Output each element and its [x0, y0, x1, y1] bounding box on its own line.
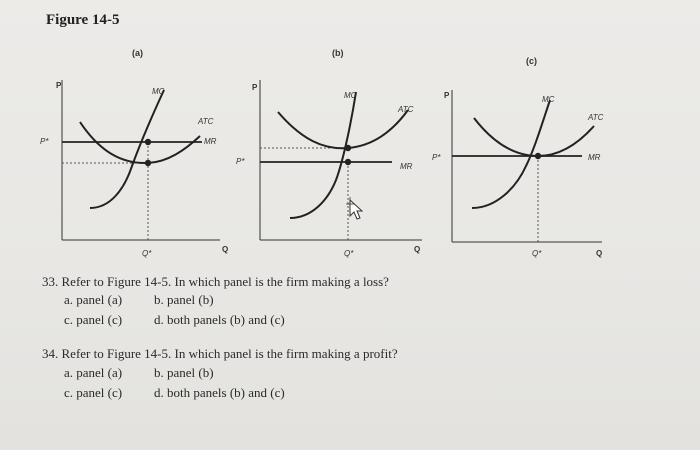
panel-a-mc-mr-point: [145, 139, 151, 145]
panel-a-mc-label: MC: [152, 87, 165, 96]
panel-b-mr-label: MR: [400, 162, 413, 171]
panel-b-mc-label: MC: [344, 91, 357, 100]
panel-a-atc-label: ATC: [198, 117, 214, 126]
panel-c-atc-curve: [474, 118, 594, 156]
panel-b-y-axis-label: P: [252, 83, 258, 92]
panel-b-atc-point: [345, 145, 351, 151]
mouse-cursor-icon: [344, 196, 366, 224]
question-34-option-b: b. panel (b): [154, 365, 214, 380]
panel-b-price-label: P*: [236, 157, 245, 166]
panel-a-price-label: P*: [40, 137, 49, 146]
question-34-option-c: c. panel (c): [64, 385, 123, 400]
panel-c-x-axis-label: Q: [596, 249, 603, 258]
panel-c-atc-label: ATC: [588, 113, 604, 122]
panel-c-quantity-label: Q*: [532, 249, 542, 258]
question-33-option-b: b. panel (b): [154, 292, 214, 307]
question-34-option-a: a. panel (a): [64, 365, 123, 380]
panel-b-title: (b): [332, 48, 344, 58]
panel-b-atc-label: ATC: [398, 105, 414, 114]
question-34-text: 34. Refer to Figure 14-5. In which panel is the firm making a profit?: [42, 346, 398, 361]
question-33-text: 33. Refer to Figure 14-5. In which panel is the firm making a loss?: [42, 274, 389, 289]
panel-c: [432, 40, 622, 270]
figure-title: Figure 14-5: [46, 12, 120, 28]
panel-c-intersection-point: [535, 153, 541, 159]
question-34-option-d: d. both panels (b) and (c): [154, 385, 285, 400]
panel-b-x-axis-label: Q: [414, 245, 421, 254]
panel-a-mc-curve: [90, 90, 164, 208]
panel-c-price-label: P*: [432, 153, 441, 162]
panel-c-mr-label: MR: [588, 153, 601, 162]
panel-a-x-axis-label: Q: [222, 245, 229, 254]
panel-a-y-axis-label: P: [56, 81, 62, 90]
panel-a-mr-label: MR: [204, 137, 217, 146]
panel-b-mc-mr-point: [345, 159, 351, 165]
panel-c-title: (c): [526, 56, 537, 66]
question-33-option-a: a. panel (a): [64, 292, 123, 307]
panel-a-atc-point: [145, 160, 151, 166]
question-33-option-d: d. both panels (b) and (c): [154, 312, 285, 327]
panel-a-title: (a): [132, 48, 143, 58]
question-33-option-c: c. panel (c): [64, 312, 123, 327]
panel-c-mc-label: MC: [542, 95, 555, 104]
panel-b-atc-curve: [278, 110, 408, 148]
panel-b-quantity-label: Q*: [344, 249, 354, 258]
panel-a: [40, 40, 229, 270]
panel-b: [232, 40, 432, 270]
panel-a-quantity-label: Q*: [142, 249, 152, 258]
panel-c-y-axis-label: P: [444, 91, 450, 100]
